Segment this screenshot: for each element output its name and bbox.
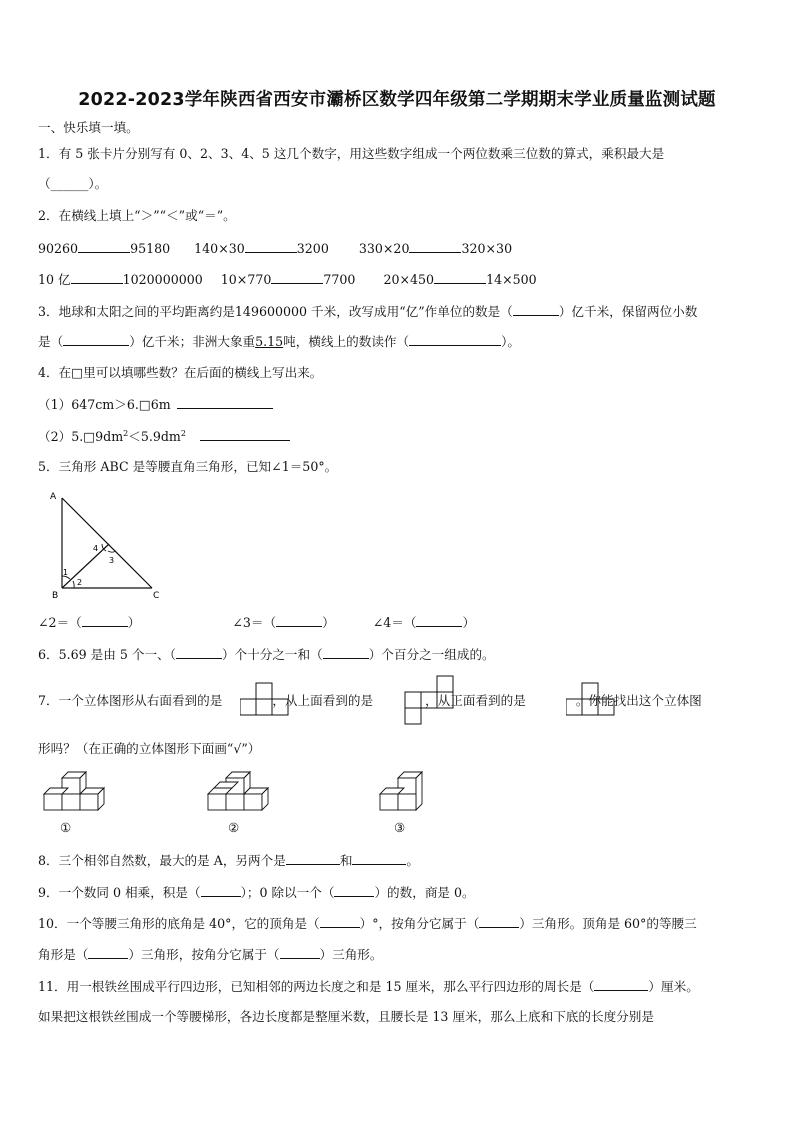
answer-line [176,646,222,659]
question-7-text: ，从上面看到的是 [272,693,374,708]
answer-line [280,946,320,959]
superscript: 2 [123,429,129,438]
question-3-line-1 [38,303,697,320]
compare-right: 14×500 [486,272,537,287]
question-7-text: 。你能找出这个立体图 [575,693,702,708]
solid-figure-option-2 [200,768,274,816]
question-6-text: 6．5.69 是由 5 个一、（ [38,647,176,662]
answer-line [320,915,360,928]
question-10-text: ）°，按角分它属于（ [359,916,480,931]
question-9 [38,884,475,901]
option-label-3: ③ [394,820,406,835]
compare-left: 140×30 [194,241,245,256]
right-view-figure [240,682,290,716]
triangle-figure [40,488,170,600]
bracket: ） [322,615,335,630]
answer-line [286,852,340,865]
compare-right: 7700 [323,272,356,287]
compare-right: 3200 [296,241,329,256]
angle-label-4: 4 [93,544,99,553]
question-11-line-1 [38,978,699,995]
answer-line [276,614,322,627]
answer-line [479,915,519,928]
question-8 [38,852,419,869]
underlined-number: 5.15 [255,334,284,349]
question-3-text: 3．地球和太阳之间的平均距离约是149600000 千米，改写成用“亿”作单位的数是（ [38,304,513,319]
answer-line [245,240,297,253]
question-9-text: ）的数，商是 0。 [374,885,475,900]
answer-line [352,852,406,865]
answer-line [82,614,128,627]
vertex-label-c: C [153,591,160,600]
question-9-text: ）；0 除以一个（ [240,885,335,900]
solid-figure-option-1 [36,768,106,816]
question-5-answers [38,614,475,631]
question-7-text: ，从正面看到的是 [425,693,526,708]
compare-right: 1020000000 [122,272,203,287]
question-11-line-2: 如果把这根铁丝围成一个等腰梯形，各边长度都是整厘米数，且腰长是 13 厘米，那么上底和下底的长度分别是 [38,1009,654,1024]
answer-line [63,333,129,346]
question-6-text: ）个十分之一和（ [221,647,323,662]
compare-left: 10×770 [220,272,272,287]
top-view-figure [403,675,455,725]
question-3-text: ）亿千米；非洲大象重 [129,334,256,349]
answer-line [201,884,241,897]
answer-line [177,396,273,409]
question-9-text: 9．一个数同 0 相乘，积是（ [38,885,201,900]
question-7-text: 7．一个立体图形从右面看到的是 [38,693,223,708]
question-4-part-2 [38,426,290,445]
compare-left: 10 亿 [38,272,71,287]
angle-answer: ∠3＝（ [232,615,277,630]
section-heading: 一、快乐填一填。 [38,120,139,135]
question-3-text: ）亿千米，保留两位小数 [558,304,698,319]
vertex-label-b: B [52,591,59,600]
question-2-row-1 [38,240,512,257]
question-10-text: ）三角形，按角分它属于（ [128,947,280,962]
question-3-text: 吨，横线上的数读作（ [283,334,410,349]
compare-right: 95180 [130,241,171,256]
question-8-text: 。 [406,853,419,868]
answer-line [271,271,323,284]
compare-left: 20×450 [383,272,435,287]
angle-label-3: 3 [109,556,115,565]
question-10-text: ）三角形。 [319,947,383,962]
question-2-row-2 [38,271,537,288]
answer-line [513,303,559,316]
answer-line [200,428,290,441]
answer-line [88,946,128,959]
inequality: （1）647cm＞6.□6m [38,397,171,412]
question-11-text: 11．用一根铁丝围成平行四边形，已知相邻的两边长度之和是 15 厘米，那么平行四边形的周长是（ [38,979,595,994]
answer-line [409,333,501,346]
question-6 [38,646,495,663]
compare-left: 330×20 [358,241,410,256]
question-10-line-1 [38,915,697,932]
answer-line [416,614,462,627]
question-10-text: 角形是（ [38,947,89,962]
question-3-text: ）。 [501,334,520,349]
solid-figure-option-3 [378,768,434,816]
question-3-line-2 [38,333,520,350]
inequality: ＜5.9dm [128,429,181,445]
option-label-2: ② [228,820,240,835]
question-1: 1．有 5 张卡片分别写有 0、2、3、4、5 这几个数字，用这些数字组成一个两位数乘三位数的算式，乘积最大是 [38,146,665,161]
answer-line [334,884,374,897]
page-title: 2022-2023学年陕西省西安市灞桥区数学四年级第二学期期末学业质量监测试题 [78,90,716,110]
answer-line [594,978,648,991]
question-3-text: 是（ [38,334,64,349]
question-4: 4．在□里可以填哪些数？在后面的横线上写出来。 [38,365,323,380]
question-7-line-2: 形吗？（在正确的立体图形下面画“√”） [38,741,261,756]
question-1-answer-blank: （______）。 [38,176,108,191]
answer-line [409,240,461,253]
question-10-text: ）三角形。顶角是 60°的等腰三 [519,916,697,931]
answer-line [78,240,130,253]
angle-answer: ∠4＝（ [372,615,417,630]
question-8-text: 8．三个相邻自然数，最大的是 A，另两个是 [38,853,286,868]
inequality: （2）5.□9dm [38,429,124,445]
angle-label-1: 1 [63,568,69,577]
compare-left: 90260 [38,241,79,256]
vertex-label-a: A [50,492,57,502]
question-10-text: 10．一个等腰三角形的底角是 40°，它的顶角是（ [38,916,320,931]
superscript: 2 [180,429,186,438]
answer-line [71,271,123,284]
question-4-part-1 [38,396,273,413]
bracket: ） [462,615,476,630]
compare-right: 320×30 [461,241,513,256]
question-10-line-2 [38,946,382,963]
bracket: ） [127,615,141,630]
option-label-1: ① [60,820,72,835]
question-2: 2．在横线上填上“＞”“＜”或“＝”。 [38,208,236,223]
question-11-text: ）厘米。 [648,979,699,994]
answer-line [434,271,486,284]
angle-answer: ∠2＝（ [38,615,82,630]
question-5: 5．三角形 ABC 是等腰直角三角形，已知∠1＝50°。 [38,459,338,474]
question-6-text: ）个百分之一组成的。 [368,647,495,662]
answer-line [323,646,369,659]
angle-label-2: 2 [77,578,83,587]
question-8-text: 和 [339,853,353,868]
front-view-figure [566,682,616,716]
